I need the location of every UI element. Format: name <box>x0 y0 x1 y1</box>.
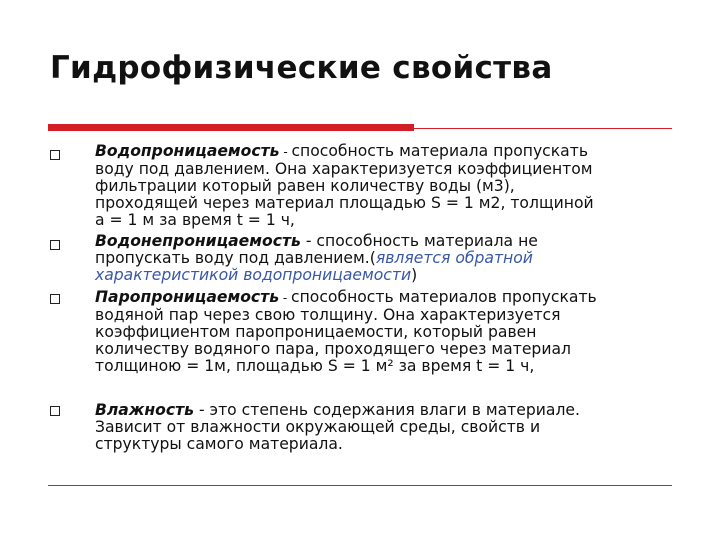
text-line: воду под давлением. Она характеризуется коэффициентом <box>95 160 593 178</box>
slide-title: Гидрофизические свойства <box>50 50 553 86</box>
text-line: фильтрации который равен количеству воды (м3), <box>95 177 515 195</box>
text-line: проходящей через материал площадью S = 1 м2, толщиной <box>95 194 594 212</box>
text-line <box>95 267 675 284</box>
text-line: количеству водяного пара, проходящего через материал <box>95 340 571 358</box>
text-italic-blue: является обратной <box>375 249 533 267</box>
separator: - <box>279 145 292 159</box>
term: Водонепроницаемость <box>95 232 301 250</box>
term: Влажность <box>95 401 194 419</box>
separator: - <box>193 401 210 419</box>
footer-divider <box>48 485 672 486</box>
bullet-square-icon <box>50 150 60 160</box>
bullet-item-vapor-permeability <box>95 289 675 375</box>
definition-text: способность материалов пропускать <box>291 288 597 306</box>
text-line: водяной пар через свою толщину. Она характеризуется <box>95 306 561 324</box>
term: Водопроницаемость <box>95 142 280 160</box>
text-line: коэффициентом паропроницаемости, который равен <box>95 323 537 341</box>
bullet-first-line <box>95 402 675 419</box>
text-line <box>95 250 675 267</box>
text-italic-blue: характеристикой водопроницаемости <box>95 266 412 284</box>
separator: - <box>279 291 292 305</box>
definition-text: это степень содержания влаги в материале. <box>209 401 580 419</box>
title-underline-thin <box>414 128 672 129</box>
text-line: a = 1 м за время t = 1 ч, <box>95 211 295 229</box>
bullet-item-water-permeability <box>95 143 675 229</box>
text-plain: пропускать воду под давлением.( <box>95 249 376 267</box>
bullet-first-line <box>95 233 675 250</box>
text-plain: ) <box>411 266 418 284</box>
text-line: структуры самого материала. <box>95 435 343 453</box>
term: Паропроницаемость <box>95 288 280 306</box>
title-underline-thick <box>48 124 414 131</box>
bullet-first-line <box>95 289 675 307</box>
bullet-square-icon <box>50 294 60 304</box>
bullet-item-waterproofness <box>95 233 675 284</box>
bullet-first-line <box>95 143 675 161</box>
text-line: толщиною = 1м, площадью S = 1 м² за время t = 1 ч, <box>95 357 535 375</box>
definition-text: способность материала пропускать <box>291 142 589 160</box>
bullet-square-icon <box>50 240 60 250</box>
text-line: Зависит от влажности окружающей среды, свойств и <box>95 418 541 436</box>
separator: - <box>300 232 317 250</box>
definition-text: способность материала не <box>316 232 538 250</box>
bullet-item-humidity <box>95 402 675 453</box>
bullet-square-icon <box>50 406 60 416</box>
